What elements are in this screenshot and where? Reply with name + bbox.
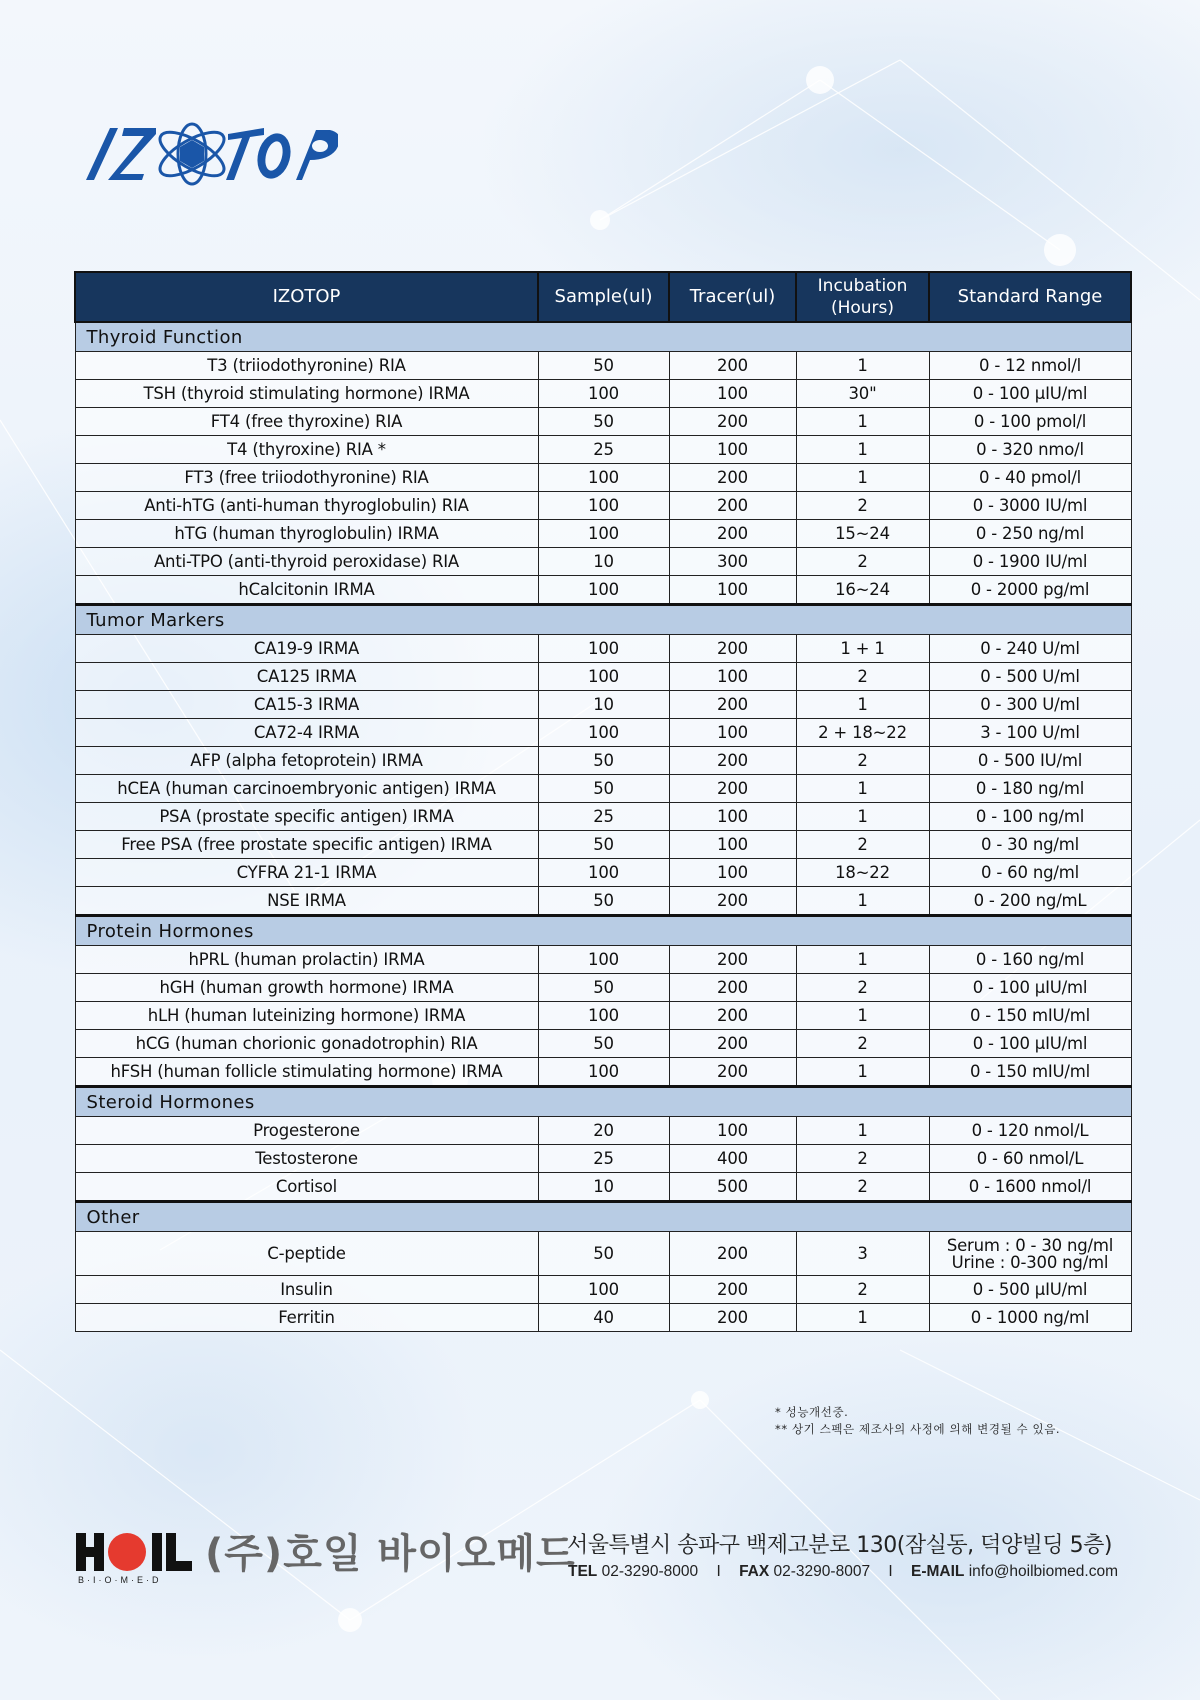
cell-tracer: 200 [669, 747, 796, 775]
cell-assay-name: Progesterone [75, 1117, 538, 1145]
cell-assay-name: NSE IRMA [75, 887, 538, 916]
cell-tracer: 100 [669, 831, 796, 859]
cell-incubation: 1 [796, 1058, 929, 1087]
cell-incubation: 1 [796, 1117, 929, 1145]
header-incubation [796, 272, 929, 322]
cell-tracer: 500 [669, 1173, 796, 1202]
section-title: Other [75, 1202, 1131, 1232]
cell-sample: 20 [538, 1117, 669, 1145]
cell-standard-range [929, 831, 1131, 859]
range-line: 0 - 200 ng/mL [973, 891, 1087, 910]
table-row [75, 691, 1131, 719]
hoil-logo [76, 1531, 194, 1581]
cell-tracer: 300 [669, 548, 796, 576]
cell-assay-name: CA15-3 IRMA [75, 691, 538, 719]
cell-standard-range [929, 974, 1131, 1002]
cell-tracer: 100 [669, 859, 796, 887]
section-title: Thyroid Function [75, 322, 1131, 352]
cell-standard-range [929, 576, 1131, 605]
cell-tracer: 200 [669, 635, 796, 663]
header-izotop: IZOTOP [75, 272, 538, 322]
cell-tracer: 100 [669, 1117, 796, 1145]
cell-standard-range [929, 775, 1131, 803]
range-line: 0 - 3000 IU/ml [972, 496, 1088, 515]
cell-standard-range [929, 352, 1131, 380]
range-line: 0 - 240 U/ml [980, 639, 1080, 658]
cell-standard-range [929, 1304, 1131, 1332]
range-line-2: Urine : 0-300 ng/ml [951, 1252, 1109, 1272]
cell-standard-range [929, 946, 1131, 974]
cell-standard-range [929, 1232, 1131, 1276]
cell-standard-range [929, 464, 1131, 492]
cell-standard-range [929, 408, 1131, 436]
cell-assay-name: hCG (human chorionic gonadotrophin) RIA [75, 1030, 538, 1058]
cell-sample: 100 [538, 635, 669, 663]
range-line: 0 - 500 U/ml [980, 667, 1080, 686]
cell-incubation: 2 [796, 1145, 929, 1173]
section-row [75, 1087, 1131, 1117]
cell-incubation: 18~22 [796, 859, 929, 887]
section-row [75, 916, 1131, 946]
cell-assay-name: FT4 (free thyroxine) RIA [75, 408, 538, 436]
cell-incubation: 16~24 [796, 576, 929, 605]
cell-sample: 100 [538, 1058, 669, 1087]
cell-assay-name: AFP (alpha fetoprotein) IRMA [75, 747, 538, 775]
cell-tracer: 200 [669, 887, 796, 916]
section-title: Tumor Markers [75, 605, 1131, 635]
cell-assay-name: Ferritin [75, 1304, 538, 1332]
cell-sample: 100 [538, 719, 669, 747]
range-line: 0 - 250 ng/ml [975, 524, 1085, 543]
cell-assay-name: CYFRA 21-1 IRMA [75, 859, 538, 887]
cell-incubation: 1 [796, 887, 929, 916]
table-row [75, 1030, 1131, 1058]
cell-tracer: 200 [669, 1002, 796, 1030]
range-line: 0 - 100 ng/ml [975, 807, 1085, 826]
cell-assay-name: hFSH (human follicle stimulating hormone) IRMA [75, 1058, 538, 1087]
range-line: 0 - 180 ng/ml [975, 779, 1085, 798]
cell-standard-range [929, 436, 1131, 464]
cell-sample: 100 [538, 859, 669, 887]
range-line: 0 - 120 nmol/L [971, 1121, 1089, 1140]
range-line: 0 - 1900 IU/ml [972, 552, 1088, 571]
header-incubation-line1: Incubation [817, 276, 908, 296]
tel-label: TEL [568, 1563, 598, 1580]
table-row [75, 1232, 1131, 1276]
cell-incubation: 1 [796, 464, 929, 492]
table-row [75, 831, 1131, 859]
table-row [75, 775, 1131, 803]
cell-assay-name: T4 (thyroxine) RIA * [75, 436, 538, 464]
cell-sample: 10 [538, 548, 669, 576]
cell-tracer: 200 [669, 1276, 796, 1304]
cell-sample: 40 [538, 1304, 669, 1332]
range-line: 3 - 100 U/ml [980, 723, 1080, 742]
cell-sample: 50 [538, 408, 669, 436]
table-row [75, 859, 1131, 887]
cell-assay-name: Anti-hTG (anti-human thyroglobulin) RIA [75, 492, 538, 520]
cell-tracer: 200 [669, 492, 796, 520]
cell-tracer: 100 [669, 576, 796, 605]
cell-tracer: 200 [669, 775, 796, 803]
cell-incubation: 1 [796, 352, 929, 380]
cell-sample: 50 [538, 1030, 669, 1058]
cell-assay-name: PSA (prostate specific antigen) IRMA [75, 803, 538, 831]
cell-tracer: 200 [669, 946, 796, 974]
tel-number: 02-3290-8000 [601, 1563, 699, 1580]
cell-standard-range [929, 1117, 1131, 1145]
cell-sample: 100 [538, 464, 669, 492]
range-line: 0 - 100 μIU/ml [972, 1034, 1088, 1053]
range-line: 0 - 12 nmol/l [979, 356, 1081, 375]
cell-sample: 100 [538, 946, 669, 974]
range-line: Serum : 0 - 30 ng/ml [946, 1235, 1114, 1255]
table-row [75, 576, 1131, 605]
range-line: 0 - 320 nmo/l [976, 440, 1084, 459]
table-row [75, 1304, 1131, 1332]
table-row [75, 1058, 1131, 1087]
cell-sample: 25 [538, 1145, 669, 1173]
range-line: 0 - 30 ng/ml [981, 835, 1079, 854]
cell-standard-range [929, 635, 1131, 663]
cell-sample: 100 [538, 520, 669, 548]
cell-standard-range [929, 520, 1131, 548]
table-row [75, 635, 1131, 663]
cell-assay-name: T3 (triiodothyronine) RIA [75, 352, 538, 380]
cell-assay-name: hGH (human growth hormone) IRMA [75, 974, 538, 1002]
cell-standard-range [929, 1058, 1131, 1087]
table-row [75, 663, 1131, 691]
range-line: 0 - 100 μIU/ml [972, 384, 1088, 403]
cell-assay-name: FT3 (free triiodothyronine) RIA [75, 464, 538, 492]
cell-sample: 50 [538, 887, 669, 916]
range-line: 0 - 2000 pg/ml [970, 580, 1090, 599]
cell-tracer: 400 [669, 1145, 796, 1173]
table-row [75, 1173, 1131, 1202]
contact-info [568, 1563, 1118, 1581]
cell-assay-name: Free PSA (free prostate specific antigen) IRMA [75, 831, 538, 859]
cell-sample: 50 [538, 1232, 669, 1276]
range-line: 0 - 500 IU/ml [977, 751, 1083, 770]
footnotes [775, 1404, 1060, 1438]
cell-incubation: 1 [796, 691, 929, 719]
cell-incubation: 1 + 1 [796, 635, 929, 663]
range-line: 0 - 60 nmol/L [976, 1149, 1084, 1168]
range-line: 0 - 100 pmol/l [973, 412, 1087, 431]
cell-standard-range [929, 859, 1131, 887]
cell-sample: 25 [538, 803, 669, 831]
cell-incubation: 15~24 [796, 520, 929, 548]
cell-incubation: 30" [796, 380, 929, 408]
header-sample: Sample(ul) [538, 272, 669, 322]
table-row [75, 803, 1131, 831]
header-incubation-line2: (Hours) [830, 298, 895, 318]
cell-tracer: 200 [669, 408, 796, 436]
cell-tracer: 100 [669, 803, 796, 831]
cell-sample: 10 [538, 1173, 669, 1202]
cell-incubation: 2 [796, 1030, 929, 1058]
table-row [75, 380, 1131, 408]
cell-incubation: 1 [796, 436, 929, 464]
table-row [75, 408, 1131, 436]
cell-assay-name: hCalcitonin IRMA [75, 576, 538, 605]
cell-standard-range [929, 1173, 1131, 1202]
cell-standard-range [929, 1030, 1131, 1058]
header-tracer: Tracer(ul) [669, 272, 796, 322]
cell-sample: 100 [538, 380, 669, 408]
separator: I [716, 1563, 721, 1580]
cell-standard-range [929, 492, 1131, 520]
cell-assay-name: hLH (human luteinizing hormone) IRMA [75, 1002, 538, 1030]
header-standard-range: Standard Range [929, 272, 1131, 322]
email-label: E-MAIL [911, 1563, 965, 1580]
cell-tracer: 200 [669, 974, 796, 1002]
range-line: 0 - 160 ng/ml [975, 950, 1085, 969]
cell-tracer: 200 [669, 1030, 796, 1058]
product-spec-table [74, 271, 1132, 1332]
cell-assay-name: hPRL (human prolactin) IRMA [75, 946, 538, 974]
table-row [75, 887, 1131, 916]
cell-sample: 50 [538, 352, 669, 380]
footnote-2: ** 상기 스펙은 제조사의 사정에 의해 변경될 수 있음. [775, 1422, 1061, 1436]
company-address: 서울특별시 송파구 백제고분로 130(잠실동, 덕양빌딩 5층) [567, 1533, 1112, 1558]
cell-tracer: 200 [669, 691, 796, 719]
cell-incubation: 2 [796, 831, 929, 859]
section-title: Steroid Hormones [75, 1087, 1131, 1117]
izotop-logo [78, 118, 338, 188]
cell-standard-range [929, 691, 1131, 719]
cell-assay-name: CA72-4 IRMA [75, 719, 538, 747]
cell-incubation: 2 + 18~22 [796, 719, 929, 747]
separator: I [888, 1563, 893, 1580]
cell-incubation: 2 [796, 747, 929, 775]
range-line: 0 - 1000 ng/ml [970, 1308, 1090, 1327]
cell-tracer: 100 [669, 719, 796, 747]
footnote-1: * 성능개선중. [775, 1405, 849, 1419]
cell-incubation: 1 [796, 775, 929, 803]
fax-label: FAX [739, 1563, 770, 1580]
cell-standard-range [929, 803, 1131, 831]
cell-sample: 100 [538, 576, 669, 605]
cell-assay-name: hTG (human thyroglobulin) IRMA [75, 520, 538, 548]
table-row [75, 492, 1131, 520]
table-row [75, 1117, 1131, 1145]
cell-standard-range [929, 719, 1131, 747]
cell-incubation: 2 [796, 663, 929, 691]
table-row [75, 1002, 1131, 1030]
cell-tracer: 200 [669, 352, 796, 380]
cell-assay-name: Insulin [75, 1276, 538, 1304]
cell-standard-range [929, 380, 1131, 408]
cell-sample: 50 [538, 775, 669, 803]
range-line: 0 - 1600 nmol/l [968, 1177, 1092, 1196]
cell-assay-name: CA19-9 IRMA [75, 635, 538, 663]
cell-incubation: 2 [796, 1276, 929, 1304]
cell-assay-name: hCEA (human carcinoembryonic antigen) IRMA [75, 775, 538, 803]
company-name: (주)호일 바이오메드 [205, 1531, 576, 1577]
cell-incubation: 2 [796, 492, 929, 520]
cell-incubation: 2 [796, 974, 929, 1002]
range-line: 0 - 150 mIU/ml [969, 1006, 1091, 1025]
cell-incubation: 2 [796, 1173, 929, 1202]
cell-standard-range [929, 887, 1131, 916]
cell-sample: 100 [538, 1276, 669, 1304]
cell-sample: 50 [538, 974, 669, 1002]
table-row [75, 974, 1131, 1002]
cell-tracer: 200 [669, 1232, 796, 1276]
cell-standard-range [929, 1145, 1131, 1173]
table-row [75, 436, 1131, 464]
range-line: 0 - 300 U/ml [980, 695, 1080, 714]
range-line: 0 - 100 μIU/ml [972, 978, 1088, 997]
cell-incubation: 2 [796, 548, 929, 576]
table-row [75, 1145, 1131, 1173]
cell-incubation: 1 [796, 803, 929, 831]
table-row [75, 464, 1131, 492]
cell-sample: 100 [538, 1002, 669, 1030]
cell-incubation: 1 [796, 946, 929, 974]
cell-sample: 10 [538, 691, 669, 719]
cell-standard-range [929, 663, 1131, 691]
cell-sample: 50 [538, 747, 669, 775]
table-row [75, 548, 1131, 576]
cell-tracer: 100 [669, 436, 796, 464]
section-row [75, 322, 1131, 352]
cell-assay-name: Testosterone [75, 1145, 538, 1173]
cell-standard-range [929, 747, 1131, 775]
table-row [75, 719, 1131, 747]
cell-tracer: 200 [669, 520, 796, 548]
range-line: 0 - 150 mIU/ml [969, 1062, 1091, 1081]
table-row [75, 352, 1131, 380]
cell-sample: 50 [538, 831, 669, 859]
table-body [75, 322, 1131, 1332]
hoil-logo-mark [76, 1531, 194, 1573]
section-row [75, 605, 1131, 635]
cell-incubation: 3 [796, 1232, 929, 1276]
table-row [75, 747, 1131, 775]
cell-incubation: 1 [796, 1304, 929, 1332]
cell-assay-name: Anti-TPO (anti-thyroid peroxidase) RIA [75, 548, 538, 576]
table-row [75, 946, 1131, 974]
cell-tracer: 200 [669, 464, 796, 492]
cell-incubation: 1 [796, 408, 929, 436]
hoil-logo-subtitle: B·I·O·M·E·D [78, 1575, 162, 1585]
fax-number: 02-3290-8007 [773, 1563, 871, 1580]
cell-sample: 100 [538, 663, 669, 691]
table-row [75, 1276, 1131, 1304]
range-line: 0 - 60 ng/ml [981, 863, 1079, 882]
table-row [75, 520, 1131, 548]
table-header-row [75, 272, 1131, 322]
cell-standard-range [929, 1276, 1131, 1304]
cell-assay-name: Cortisol [75, 1173, 538, 1202]
cell-standard-range [929, 1002, 1131, 1030]
cell-sample: 25 [538, 436, 669, 464]
section-title: Protein Hormones [75, 916, 1131, 946]
range-line: 0 - 40 pmol/l [979, 468, 1081, 487]
cell-assay-name: C-peptide [75, 1232, 538, 1276]
section-row [75, 1202, 1131, 1232]
cell-tracer: 200 [669, 1304, 796, 1332]
cell-tracer: 100 [669, 663, 796, 691]
email-address[interactable]: info@hoilbiomed.com [968, 1563, 1118, 1580]
cell-standard-range [929, 548, 1131, 576]
cell-sample: 100 [538, 492, 669, 520]
cell-tracer: 200 [669, 1058, 796, 1087]
cell-incubation: 1 [796, 1002, 929, 1030]
range-line: 0 - 500 μIU/ml [972, 1280, 1088, 1299]
cell-tracer: 100 [669, 380, 796, 408]
cell-assay-name: TSH (thyroid stimulating hormone) IRMA [75, 380, 538, 408]
cell-assay-name: CA125 IRMA [75, 663, 538, 691]
